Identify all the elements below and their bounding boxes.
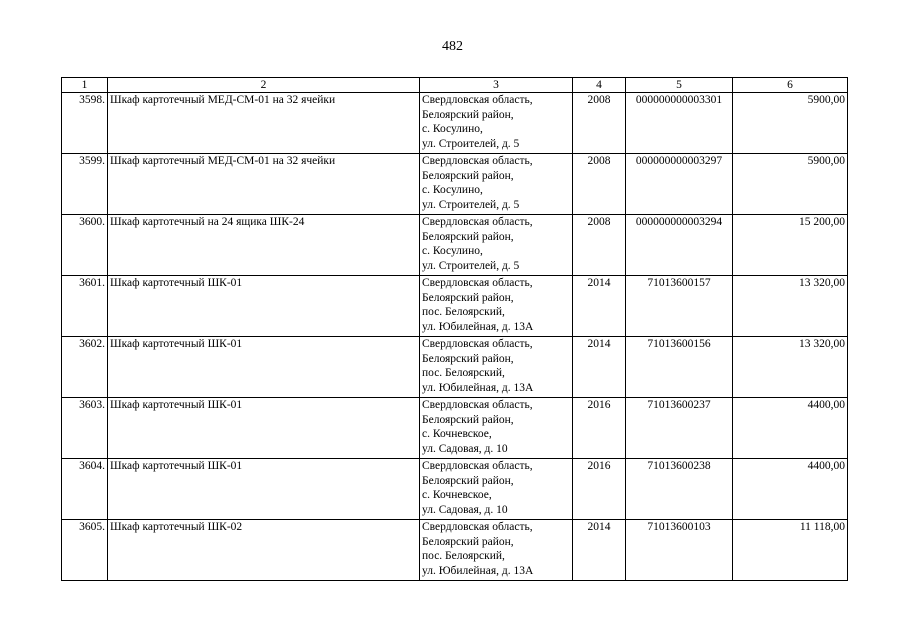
address-line: с. Косулино, bbox=[422, 123, 483, 136]
item-name: Шкаф картотечный МЕД-СМ-01 на 32 ячейки bbox=[108, 93, 420, 154]
address-line: Белоярский район, bbox=[422, 169, 514, 182]
item-year: 2014 bbox=[573, 276, 626, 337]
inventory-number: 000000000003294 bbox=[626, 215, 733, 276]
item-year: 2016 bbox=[573, 459, 626, 520]
table-row bbox=[62, 520, 848, 581]
column-header-address: 3 bbox=[420, 78, 573, 93]
address-line: ул. Садовая, д. 10 bbox=[422, 442, 508, 455]
column-header-name: 2 bbox=[108, 78, 420, 93]
item-cost: 13 320,00 bbox=[733, 276, 848, 337]
item-name: Шкаф картотечный на 24 ящика ШК-24 bbox=[108, 215, 420, 276]
item-address bbox=[420, 520, 573, 581]
address-line: с. Косулино, bbox=[422, 245, 483, 258]
item-cost: 13 320,00 bbox=[733, 337, 848, 398]
address-line: Свердловская область, bbox=[422, 155, 533, 167]
item-year: 2008 bbox=[573, 154, 626, 215]
address-line: с. Кочневское, bbox=[422, 428, 492, 441]
address-line: пос. Белоярский, bbox=[422, 367, 505, 380]
item-address bbox=[420, 459, 573, 520]
address-line: Белоярский район, bbox=[422, 413, 514, 426]
table-row bbox=[62, 337, 848, 398]
column-header-year: 4 bbox=[573, 78, 626, 93]
item-cost: 11 118,00 bbox=[733, 520, 848, 581]
row-number: 3599. bbox=[62, 154, 108, 215]
item-name: Шкаф картотечный ШК-01 bbox=[108, 276, 420, 337]
address-line: Свердловская область, bbox=[422, 338, 533, 350]
row-number: 3602. bbox=[62, 337, 108, 398]
address-line: Белоярский район, bbox=[422, 230, 514, 243]
inventory-number: 71013600238 bbox=[626, 459, 733, 520]
address-line: Свердловская область, bbox=[422, 94, 533, 106]
item-address bbox=[420, 337, 573, 398]
property-register-table bbox=[61, 77, 848, 581]
column-header-number: 1 bbox=[62, 78, 108, 93]
row-number: 3600. bbox=[62, 215, 108, 276]
address-line: ул. Строителей, д. 5 bbox=[422, 259, 520, 272]
table-row bbox=[62, 154, 848, 215]
item-cost: 4400,00 bbox=[733, 398, 848, 459]
item-cost: 15 200,00 bbox=[733, 215, 848, 276]
address-line: Белоярский район, bbox=[422, 291, 514, 304]
item-address bbox=[420, 154, 573, 215]
address-line: Свердловская область, bbox=[422, 521, 533, 533]
item-name: Шкаф картотечный ШК-01 bbox=[108, 337, 420, 398]
table-row bbox=[62, 215, 848, 276]
address-line: Белоярский район, bbox=[422, 535, 514, 548]
address-line: Свердловская область, bbox=[422, 216, 533, 228]
table-header-row bbox=[62, 78, 848, 93]
item-cost: 5900,00 bbox=[733, 154, 848, 215]
address-line: пос. Белоярский, bbox=[422, 306, 505, 319]
address-line: Свердловская область, bbox=[422, 460, 533, 472]
item-name: Шкаф картотечный МЕД-СМ-01 на 32 ячейки bbox=[108, 154, 420, 215]
item-year: 2014 bbox=[573, 337, 626, 398]
item-address bbox=[420, 215, 573, 276]
table-row bbox=[62, 459, 848, 520]
row-number: 3598. bbox=[62, 93, 108, 154]
address-line: ул. Юбилейная, д. 13А bbox=[422, 564, 534, 577]
address-line: ул. Строителей, д. 5 bbox=[422, 198, 520, 211]
address-line: ул. Юбилейная, д. 13А bbox=[422, 381, 534, 394]
row-number: 3604. bbox=[62, 459, 108, 520]
inventory-number: 71013600156 bbox=[626, 337, 733, 398]
item-year: 2008 bbox=[573, 215, 626, 276]
item-name: Шкаф картотечный ШК-01 bbox=[108, 459, 420, 520]
inventory-number: 000000000003301 bbox=[626, 93, 733, 154]
address-line: Белоярский район, bbox=[422, 108, 514, 121]
item-cost: 4400,00 bbox=[733, 459, 848, 520]
inventory-number: 71013600103 bbox=[626, 520, 733, 581]
item-address bbox=[420, 93, 573, 154]
column-header-cost: 6 bbox=[733, 78, 848, 93]
table-row bbox=[62, 93, 848, 154]
item-address bbox=[420, 398, 573, 459]
address-line: ул. Садовая, д. 10 bbox=[422, 503, 508, 516]
item-name: Шкаф картотечный ШК-02 bbox=[108, 520, 420, 581]
table-row bbox=[62, 276, 848, 337]
address-line: пос. Белоярский, bbox=[422, 550, 505, 563]
column-header-inventory: 5 bbox=[626, 78, 733, 93]
address-line: Свердловская область, bbox=[422, 277, 533, 289]
item-name: Шкаф картотечный ШК-01 bbox=[108, 398, 420, 459]
address-line: ул. Строителей, д. 5 bbox=[422, 137, 520, 150]
row-number: 3603. bbox=[62, 398, 108, 459]
item-year: 2014 bbox=[573, 520, 626, 581]
inventory-number: 000000000003297 bbox=[626, 154, 733, 215]
item-address bbox=[420, 276, 573, 337]
page-number: 482 bbox=[442, 39, 463, 54]
inventory-number: 71013600237 bbox=[626, 398, 733, 459]
address-line: Свердловская область, bbox=[422, 399, 533, 411]
inventory-number: 71013600157 bbox=[626, 276, 733, 337]
row-number: 3605. bbox=[62, 520, 108, 581]
address-line: с. Косулино, bbox=[422, 184, 483, 197]
table-row bbox=[62, 398, 848, 459]
item-year: 2008 bbox=[573, 93, 626, 154]
item-cost: 5900,00 bbox=[733, 93, 848, 154]
address-line: Белоярский район, bbox=[422, 352, 514, 365]
address-line: с. Кочневское, bbox=[422, 489, 492, 502]
item-year: 2016 bbox=[573, 398, 626, 459]
address-line: Белоярский район, bbox=[422, 474, 514, 487]
row-number: 3601. bbox=[62, 276, 108, 337]
address-line: ул. Юбилейная, д. 13А bbox=[422, 320, 534, 333]
